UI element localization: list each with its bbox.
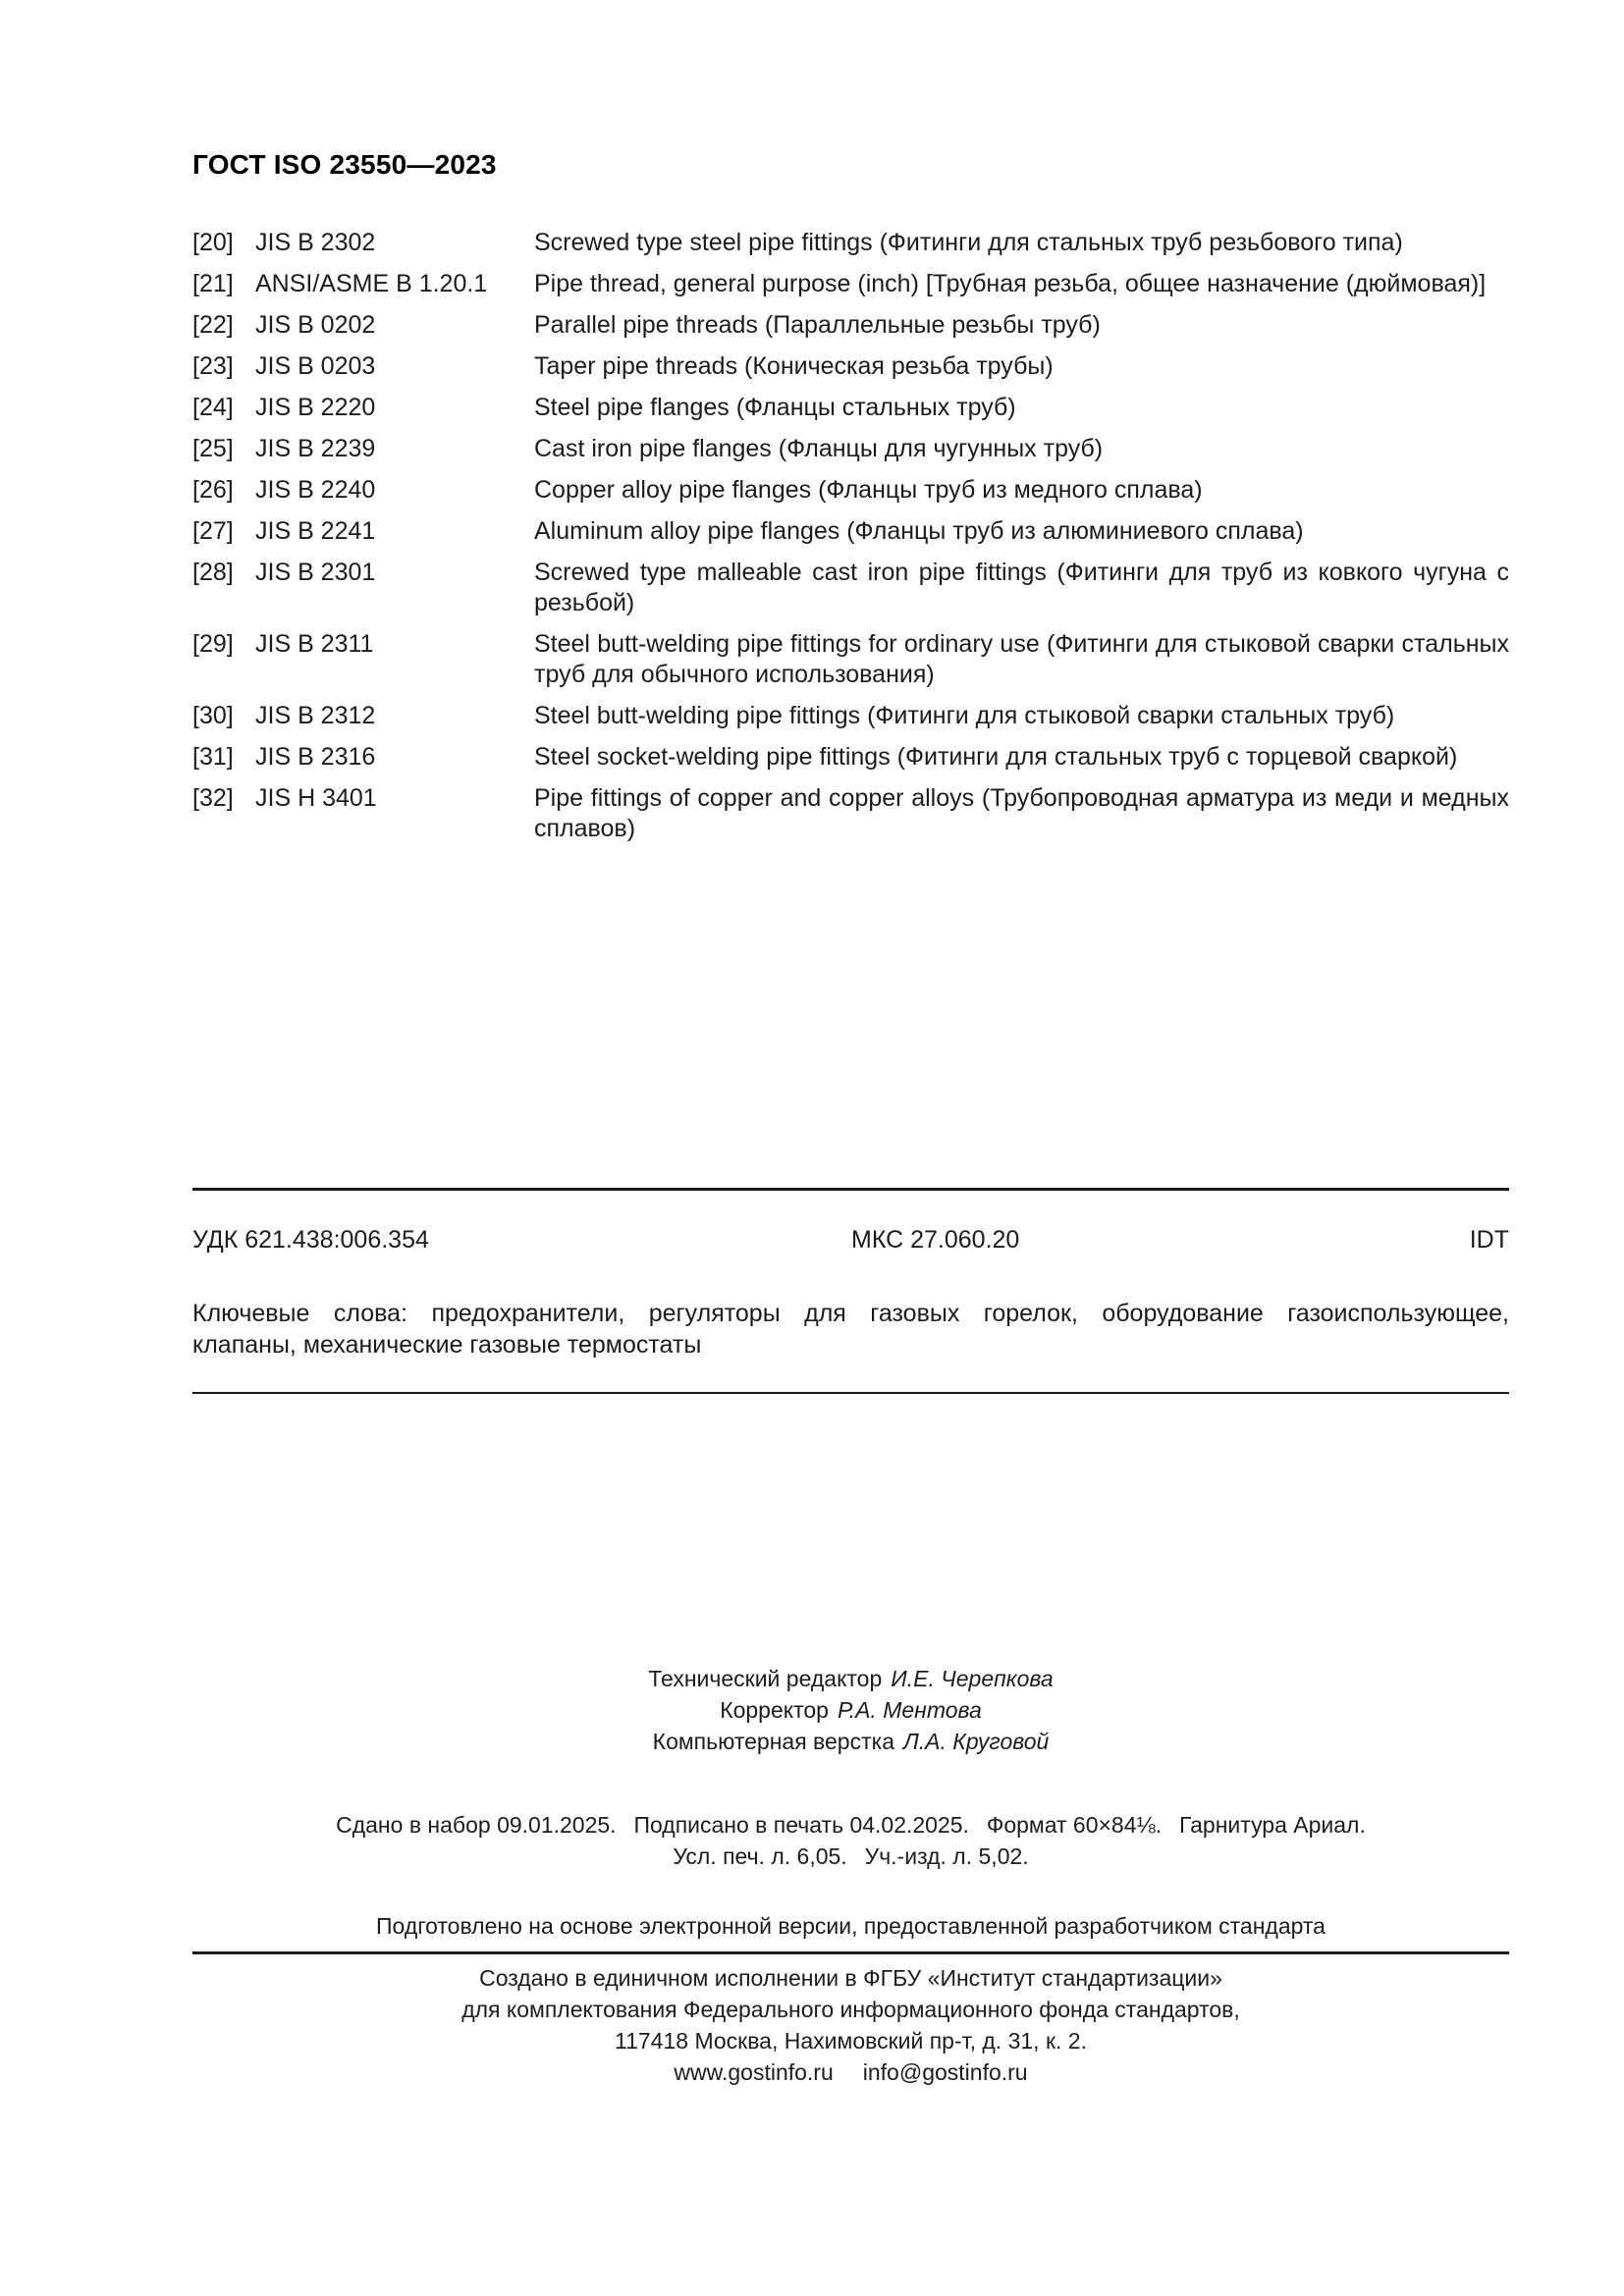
reference-number: [27] xyxy=(192,517,234,545)
reference-entry xyxy=(192,351,1509,382)
reference-description: Screwed type malleable cast iron pipe fittings (Фитинги для труб из ковкого чугуна с резьбой) xyxy=(534,559,1509,616)
publisher-footer xyxy=(192,1962,1509,2088)
reference-code: JIS B 2301 xyxy=(255,559,376,586)
reference-entry xyxy=(192,310,1509,341)
reference-entry xyxy=(192,742,1509,773)
reference-entry xyxy=(192,701,1509,731)
separator-rule-bottom xyxy=(192,1951,1509,1954)
reference-number: [32] xyxy=(192,784,234,812)
reference-description: Pipe thread, general purpose (inch) [Трубная резьба, общее назначение (дюймовая)] xyxy=(534,270,1487,297)
reference-code: JIS B 2239 xyxy=(255,435,376,462)
reference-entry xyxy=(192,393,1509,423)
reference-number: [22] xyxy=(192,311,234,339)
reference-code: ANSI/ASME B 1.20.1 xyxy=(255,270,488,297)
reference-number: [20] xyxy=(192,229,234,256)
reference-entry xyxy=(192,516,1509,547)
reference-code: JIS B 0203 xyxy=(255,352,376,380)
mks-code: МКС 27.060.20 xyxy=(851,1226,1020,1254)
print-info-block xyxy=(192,1809,1509,1872)
reference-entry xyxy=(192,269,1509,299)
reference-code: JIS B 2220 xyxy=(255,394,376,421)
colophon-name: Р.А. Ментова xyxy=(837,1697,982,1723)
reference-description: Screwed type steel pipe fittings (Фитинги для стальных труб резьбового типа) xyxy=(534,229,1403,256)
reference-number: [29] xyxy=(192,630,234,658)
reference-number: [23] xyxy=(192,352,234,380)
reference-number: [24] xyxy=(192,394,234,421)
reference-code: JIS B 2240 xyxy=(255,476,376,504)
print-info-line: Усл. печ. л. 6,05. Уч.-изд. л. 5,02. xyxy=(673,1843,1029,1869)
reference-description: Parallel pipe threads (Параллельные резьбы труб) xyxy=(534,311,1101,339)
reference-description: Cast iron pipe flanges (Фланцы для чугунных труб) xyxy=(534,435,1104,462)
separator-rule-top xyxy=(192,1188,1509,1191)
reference-code: JIS B 2316 xyxy=(255,743,376,771)
reference-code: JIS B 2241 xyxy=(255,517,376,545)
footer-contacts xyxy=(192,2056,1509,2088)
footer-line: Создано в единичном исполнении в ФГБУ «Институт стандартизации» xyxy=(479,1965,1222,1991)
reference-number: [25] xyxy=(192,435,234,462)
keywords-line: Ключевые слова: предохранители, регуляторы для газовых горелок, оборудование газоиспользующее, xyxy=(192,1300,1509,1327)
reference-code: JIS B 2311 xyxy=(255,630,374,658)
reference-description: Steel pipe flanges (Фланцы стальных труб) xyxy=(534,394,1016,421)
colophon-name: И.Е. Черепкова xyxy=(891,1666,1054,1691)
bibliography-list xyxy=(192,228,1509,855)
reference-description: Steel socket-welding pipe fittings (Фитинги для стальных труб с торцевой сваркой) xyxy=(534,743,1458,771)
reference-code: JIS B 2302 xyxy=(255,229,376,256)
reference-description: Steel butt-welding pipe fittings for ordinary use (Фитинги для стыковой сварки стальных труб для обычного использования) xyxy=(534,630,1509,688)
colophon-role: Корректор xyxy=(720,1697,829,1723)
reference-description: Copper alloy pipe flanges (Фланцы труб из медного сплава) xyxy=(534,476,1203,504)
footer-line: для комплектования Федерального информационного фонда стандартов, xyxy=(461,1997,1240,2022)
reference-entry xyxy=(192,783,1509,844)
reference-entry xyxy=(192,228,1509,258)
reference-entry xyxy=(192,434,1509,464)
reference-code: JIS B 0202 xyxy=(255,311,376,339)
keywords-line: клапаны, механические газовые термостаты xyxy=(192,1331,702,1359)
colophon-entry-technical-editor xyxy=(192,1663,1509,1694)
prepared-note: Подготовлено на основе электронной версии, предоставленной разработчиком стандарта xyxy=(376,1913,1326,1939)
reference-code: JIS H 3401 xyxy=(255,784,377,812)
reference-number: [30] xyxy=(192,702,234,729)
footer-address: 117418 Москва, Нахимовский пр-т, д. 31, к. 2. xyxy=(615,2028,1087,2054)
reference-entry xyxy=(192,629,1509,690)
colophon-block xyxy=(192,1663,1509,1757)
reference-description: Steel butt-welding pipe fittings (Фитинги для стыковой сварки стальных труб) xyxy=(534,702,1395,729)
reference-code: JIS B 2312 xyxy=(255,702,376,729)
colophon-entry-corrector xyxy=(192,1694,1509,1726)
keywords-paragraph xyxy=(192,1298,1509,1361)
colophon-name: Л.А. Круговой xyxy=(903,1729,1050,1754)
udk-code: УДК 621.438:006.354 xyxy=(192,1226,429,1254)
footer-email: info@gostinfo.ru xyxy=(862,2059,1028,2085)
standard-designation: ГОСТ ISO 23550—2023 xyxy=(192,149,497,180)
footer-website: www.gostinfo.ru xyxy=(674,2059,834,2085)
print-info-line: Сдано в набор 09.01.2025. Подписано в печать 04.02.2025. Формат 60×84⅛. Гарнитура Ариал. xyxy=(336,1812,1366,1838)
reference-number: [28] xyxy=(192,559,234,586)
reference-description: Aluminum alloy pipe flanges (Фланцы труб из алюминиевого сплава) xyxy=(534,517,1304,545)
reference-number: [26] xyxy=(192,476,234,504)
separator-rule-middle xyxy=(192,1392,1509,1394)
reference-entry xyxy=(192,475,1509,506)
colophon-role: Компьютерная верстка xyxy=(652,1729,894,1754)
reference-description: Taper pipe threads (Коническая резьба трубы) xyxy=(534,352,1054,380)
colophon-entry-layout xyxy=(192,1726,1509,1757)
idt-marker: IDT xyxy=(1469,1226,1509,1254)
colophon-role: Технический редактор xyxy=(648,1666,883,1691)
reference-entry xyxy=(192,558,1509,618)
reference-description: Pipe fittings of copper and copper alloys (Трубопроводная арматура из меди и медных сплавов) xyxy=(534,784,1509,842)
reference-number: [31] xyxy=(192,743,234,771)
reference-number: [21] xyxy=(192,270,234,297)
